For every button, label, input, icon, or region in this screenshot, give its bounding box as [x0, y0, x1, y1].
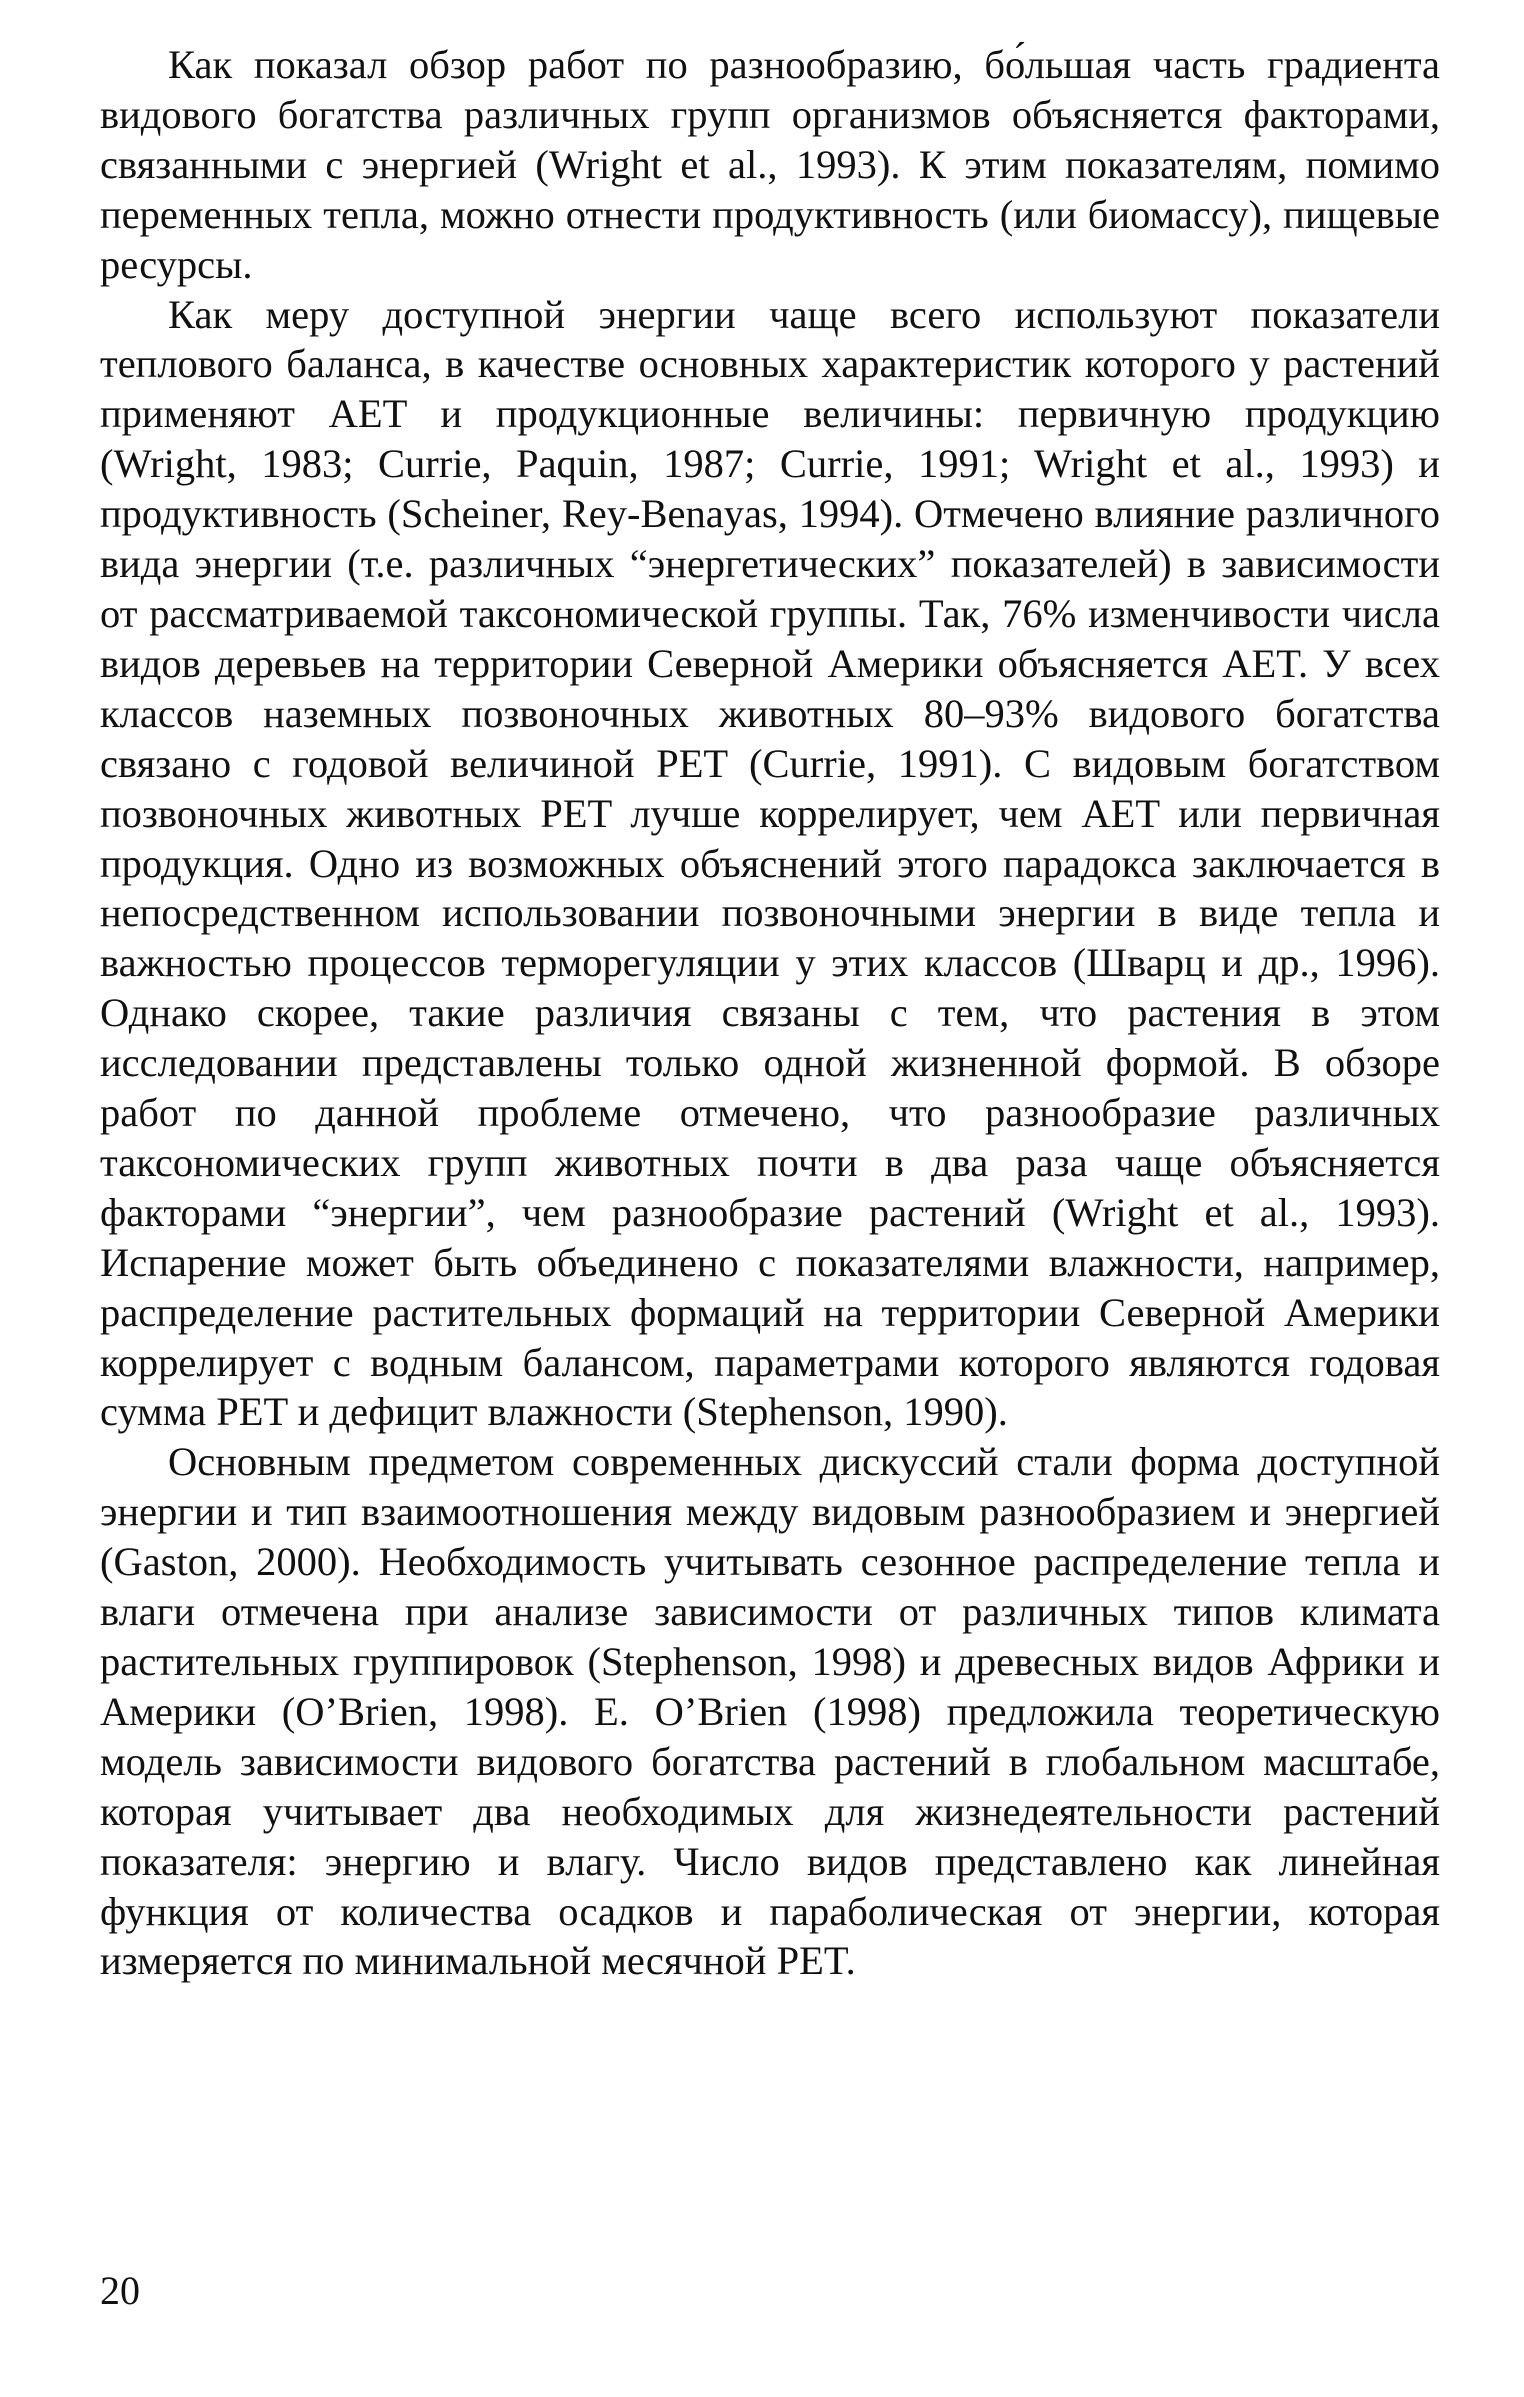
page-number: 20: [100, 2268, 140, 2313]
paragraph-1: Как показал обзор работ по разнообразию, бо́льшая часть градиента видового богатства различных групп организмов объясняется факторами, связанными с энергией (Wright et al., 1993). К этим показателям, помимо переменных тепла, можно отнести продуктивность (или биомассу), пищевые ресурсы.: [100, 42, 1440, 287]
paragraph-3: Основным предметом современных дискуссий стали форма доступной энергии и тип взаимоотношения между видовым разнообразием и энергией (Gaston, 2000). Необходимость учитывать сезонное распределение тепла и влаги отмечена при анализе зависимости от различных типов климата растительных группировок (Stephenson, 1998) и древесных видов Африки и Америки (O’Brien, 1998). E. O’Brien (1998) предложила теоретическую модель зависимости видового богатства растений в глобальном масштабе, которая учитывает два необходимых для жизнедеятельности растений показателя: энергию и влагу. Число видов представлено как линейная функция от количества осадков и параболическая от энергии, которая измеряется по минимальной месячной PET.: [100, 1439, 1440, 1984]
body-text: [100, 40, 1440, 1986]
paragraph-2: Как меру доступной энергии чаще всего используют показатели теплового баланса, в качестве основных характеристик которого у растений применяют AET и продукционные величины: первичную продукцию (Wright, 1983; Currie, Paquin, 1987; Currie, 1991; Wright et al., 1993) и продуктивность (Scheiner, Rey-Benayas, 1994). Отмечено влияние различного вида энергии (т.е. различных “энергетических” показателей) в зависимости от рассматриваемой таксономической группы. Так, 76% изменчивости числа видов деревьев на территории Северной Америки объясняется AET. У всех классов наземных позвоночных животных 80–93% видового богатства связано с годовой величиной PET (Currie, 1991). С видовым богатством позвоночных животных PET лучше коррелирует, чем AET или первичная продукция. Одно из возможных объяснений этого парадокса заключается в непосредственном использовании позвоночными энергии в виде тепла и важностью процессов терморегуляции у этих классов (Шварц и др., 1996). Однако скорее, такие различия связаны с тем, что растения в этом исследовании представлены только одной жизненной формой. В обзоре работ по данной проблеме отмечено, что разнообразие различных таксономических групп животных почти в два раза чаще объясняется факторами “энергии”, чем разнообразие растений (Wright et al., 1993). Испарение может быть объединено с показателями влажности, например, распределение растительных формаций на территории Северной Америки коррелирует с водным балансом, параметрами которого являются годовая сумма PET и дефицит влажности (Stephenson, 1990).: [100, 291, 1440, 1435]
